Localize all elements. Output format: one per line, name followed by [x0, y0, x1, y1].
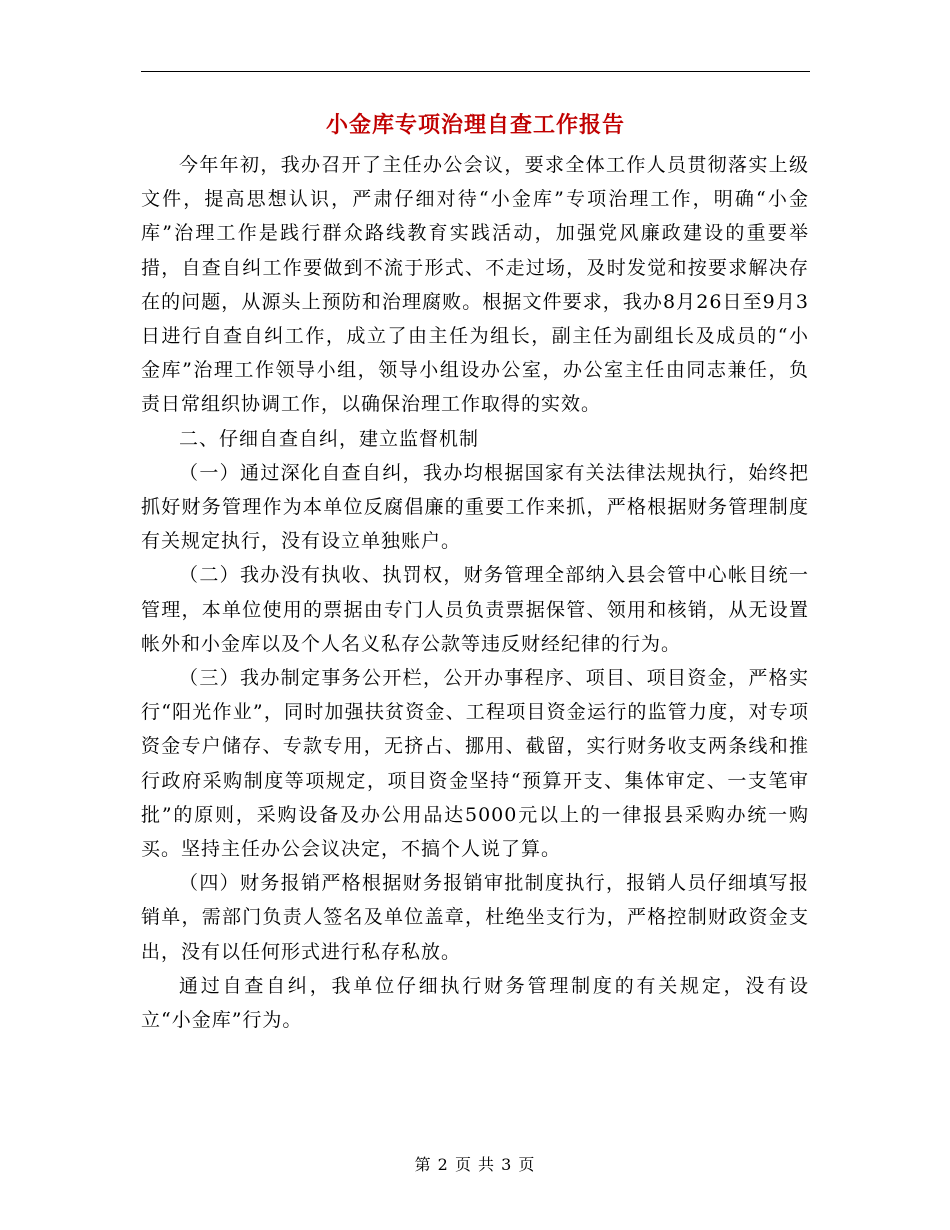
page-number: 第 2 页 共 3 页	[414, 1155, 536, 1174]
document-title: 小金库专项治理自查工作报告	[325, 112, 625, 138]
paragraph-conclusion: 通过自查自纠，我单位仔细执行财务管理制度的有关规定，没有设立“小金库”行为。	[141, 974, 809, 1032]
document-body	[141, 148, 809, 1037]
paragraph-item-3: （三）我办制定事务公开栏，公开办事程序、项目、项目资金，严格实行“阳光作业”，同时加强扶贫资金、工程项目资金运行的监管力度，对专项资金专户储存、专款专用，无挤占、挪用、截留，实行财务收支两条线和推行政府采购制度等项规定，项目资金坚持“预算开支、集体审定、一支笔审批”的原则，采购设备及办公用品达5000元以上的一律报县采购办统一购买。坚持主任办公会议决定，不搞个人说了算。	[141, 667, 809, 861]
header-rule	[141, 71, 810, 72]
paragraph-item-1: （一）通过深化自查自纠，我办均根据国家有关法律法规执行，始终把抓好财务管理作为本单位反腐倡廉的重要工作来抓，严格根据财务管理制度有关规定执行，没有设立单独账户。	[141, 461, 809, 553]
paragraph-item-4: （四）财务报销严格根据财务报销审批制度执行，报销人员仔细填写报销单，需部门负责人签名及单位盖章，杜绝坐支行为，严格控制财政资金支出，没有以任何形式进行私存私放。	[141, 872, 809, 963]
paragraph-item-2: （二）我办没有执收、执罚权，财务管理全部纳入县会管中心帐目统一管理，本单位使用的票据由专门人员负责票据保管、领用和核销，从无设置帐外和小金库以及个人名义私存公款等违反财经纪律的行为。	[141, 564, 809, 655]
paragraph-intro: 今年年初，我办召开了主任办公会议，要求全体工作人员贯彻落实上级文件，提高思想认识，严肃仔细对待“小金库”专项治理工作，明确“小金库”治理工作是践行群众路线教育实践活动，加强党风廉政建设的重要举措，自查自纠工作要做到不流于形式、不走过场，及时发觉和按要求解决存在的问题，从源头上预防和治理腐败。根据文件要求，我办8月26日至9月3日进行自查自纠工作，成立了由主任为组长，副主任为副组长及成员的“小金库”治理工作领导小组，领导小组设办公室，办公室主任由同志兼任，负责日常组织协调工作，以确保治理工作取得的实效。	[141, 154, 809, 416]
section-heading: 二、仔细自查自纠，建立监督机制	[179, 427, 480, 450]
